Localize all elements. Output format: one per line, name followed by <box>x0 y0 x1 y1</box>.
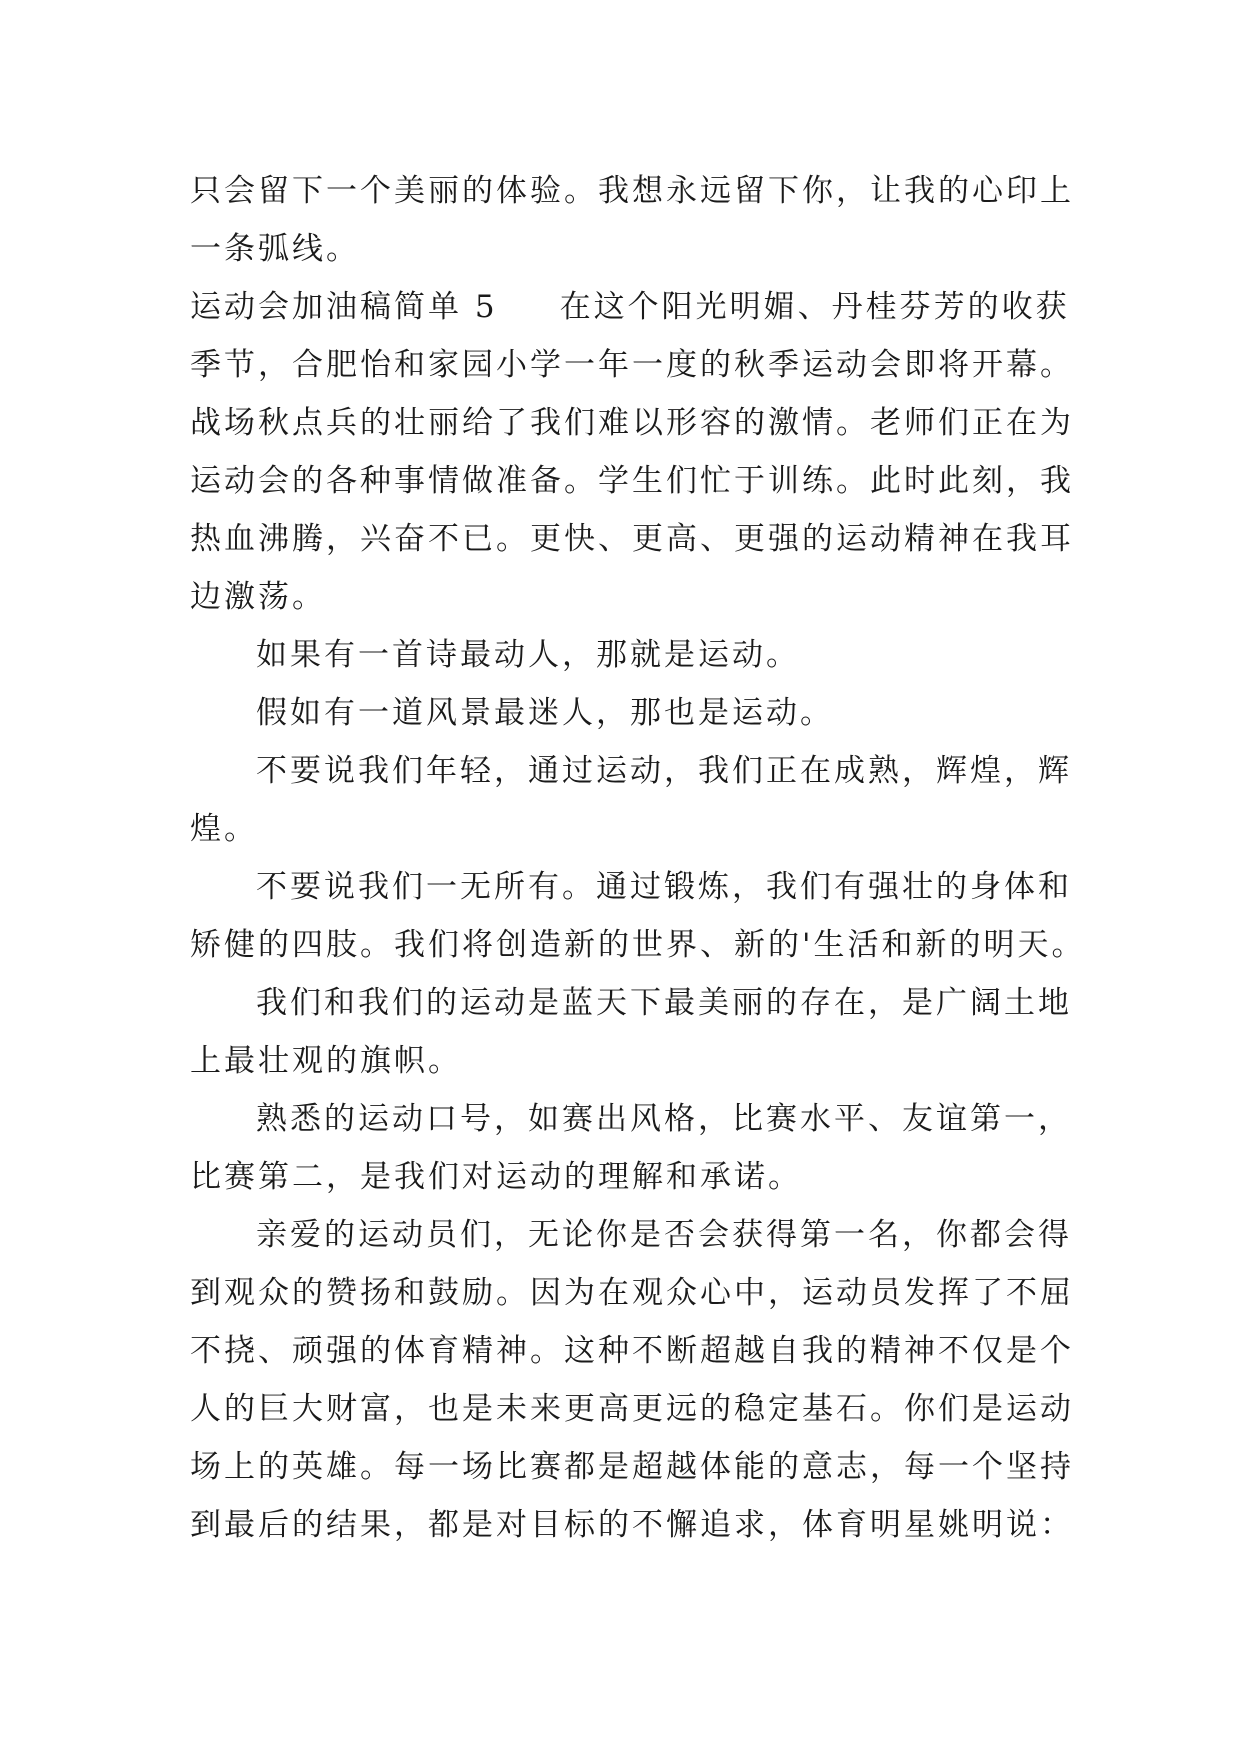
document-body <box>190 162 1086 1554</box>
text-line: 到最后的结果，都是对目标的不懈追求，体育明星姚明说： <box>190 1507 1074 1543</box>
text-line: 比赛第二，是我们对运动的理解和承诺。 <box>190 1159 802 1195</box>
section-heading: 运动会加油稿简单 5 <box>190 289 498 325</box>
text-line: 不挠、顽强的体育精神。这种不断超越自我的精神不仅是个 <box>190 1333 1074 1369</box>
text-line: 不要说我们一无所有。通过锻炼，我们有强壮的身体和 <box>256 869 1072 905</box>
text-line: 假如有一道风景最迷人，那也是运动。 <box>256 695 834 731</box>
text-line: 亲爱的运动员们，无论你是否会获得第一名，你都会得 <box>256 1217 1072 1253</box>
text-line: 一条弧线。 <box>190 231 360 267</box>
text-line: 场上的英雄。每一场比赛都是超越体能的意志，每一个坚持 <box>190 1449 1074 1485</box>
text-line: 如果有一首诗最动人，那就是运动。 <box>256 637 800 673</box>
text-line: 季节，合肥怡和家园小学一年一度的秋季运动会即将开幕。 <box>190 347 1074 383</box>
text-line: 人的巨大财富，也是未来更高更远的稳定基石。你们是运动 <box>190 1391 1074 1427</box>
text-line: 在这个阳光明媚、丹桂芬芳的收获 <box>559 289 1070 325</box>
text-line: 只会留下一个美丽的体验。我想永远留下你，让我的心印上 <box>190 173 1074 209</box>
heading-line <box>190 278 1070 336</box>
text-line: 边激荡。 <box>190 579 326 615</box>
text-line: 运动会的各种事情做准备。学生们忙于训练。此时此刻，我 <box>190 463 1074 499</box>
text-line: 上最壮观的旗帜。 <box>190 1043 462 1079</box>
text-line: 熟悉的运动口号，如赛出风格，比赛水平、友谊第一， <box>256 1101 1072 1137</box>
text-line: 到观众的赞扬和鼓励。因为在观众心中，运动员发挥了不屈 <box>190 1275 1074 1311</box>
text-line: 煌。 <box>190 811 258 847</box>
text-line: 战场秋点兵的壮丽给了我们难以形容的激情。老师们正在为 <box>190 405 1074 441</box>
text-line: 我们和我们的运动是蓝天下最美丽的存在，是广阔土地 <box>256 985 1072 1021</box>
text-line: 热血沸腾，兴奋不已。更快、更高、更强的运动精神在我耳 <box>190 521 1074 557</box>
text-line: 矫健的四肢。我们将创造新的世界、新的'生活和新的明天。 <box>190 927 1086 963</box>
text-line: 不要说我们年轻，通过运动，我们正在成熟，辉煌，辉 <box>256 753 1072 789</box>
